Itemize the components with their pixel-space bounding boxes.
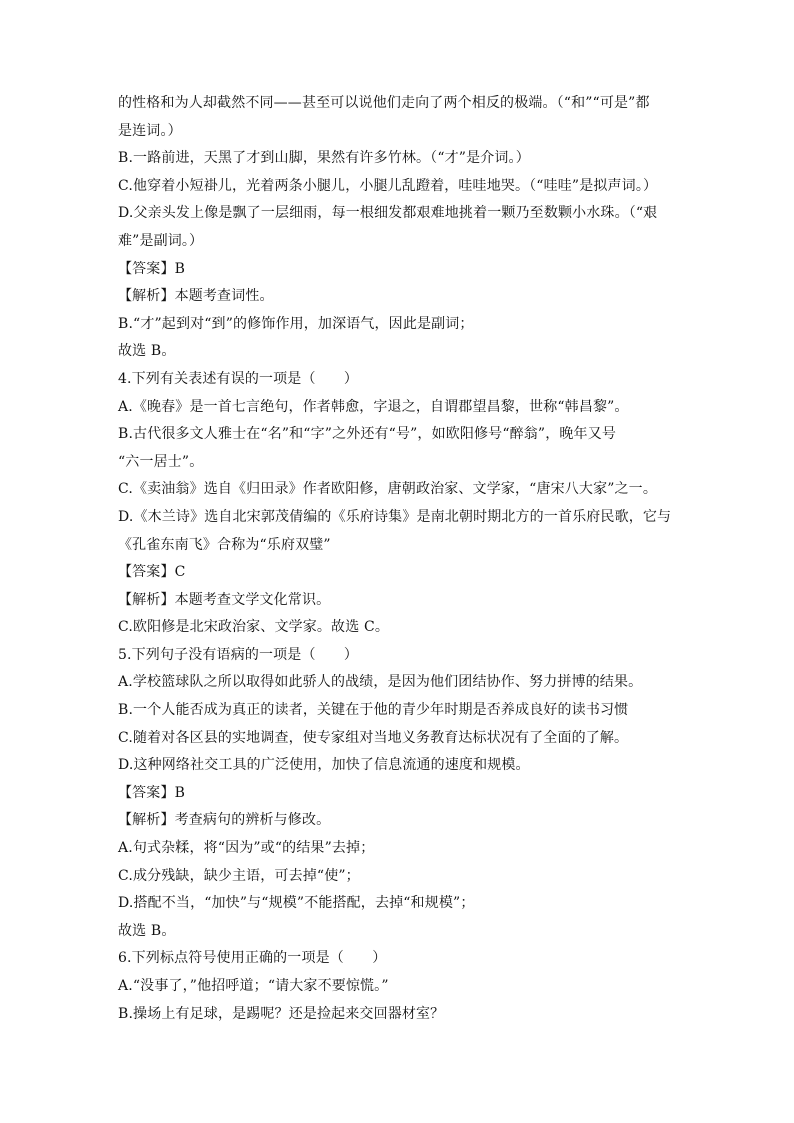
question-4-title: 4.下列有关表述有误的一项是（ ） xyxy=(118,370,359,387)
answer-label: 【答案】C xyxy=(118,564,186,581)
conclusion-text: 故选 B。 xyxy=(118,343,176,360)
analysis-text: A.句式杂糅，将“因为”或“的结果”去掉； xyxy=(118,840,375,857)
conclusion-text: 故选 B。 xyxy=(118,922,176,939)
analysis-text: B.“才”起到对“到”的修饰作用，加深语气，因此是副词； xyxy=(118,315,474,332)
option-d: D.《木兰诗》选自北宋郭茂倩编的《乐府诗集》是南北朝时期北方的一首乐府民歌，它与 xyxy=(118,508,672,525)
analysis-text: C.欧阳修是北宋政治家、文学家。故选 C。 xyxy=(118,619,389,636)
option-d: D.父亲头发上像是飘了一层细雨，每一根细发都艰难地挑着一颗乃至数颗小水珠。（“艰 xyxy=(118,205,658,222)
option-c: C.《卖油翁》选自《归田录》作者欧阳修，唐朝政治家、文学家，“唐宋八大家”之一。 xyxy=(118,481,657,498)
option-a: A.“没事了，”他招呼道；“请大家不要惊慌。” xyxy=(118,978,389,994)
document-page xyxy=(118,90,678,1028)
analysis-label: 【解析】本题考查词性。 xyxy=(118,288,274,305)
analysis-label: 【解析】本题考查文学文化常识。 xyxy=(118,591,331,608)
analysis-text: D.搭配不当，“加快”与“规模”不能搭配，去掉“和规模”； xyxy=(118,895,475,912)
question-6-title: 6.下列标点符号使用正确的一项是（ ） xyxy=(118,950,387,967)
option-b: B.一个人能否成为真正的读者，关键在于他的青少年时期是否养成良好的读书习惯 xyxy=(118,702,629,719)
answer-label: 【答案】B xyxy=(118,260,186,277)
option-b: B.一路前进，天黑了才到山脚，果然有许多竹林。（“才”是介词。） xyxy=(118,150,530,167)
text-line: 的性格和为人却截然不同——甚至可以说他们走向了两个相反的极端。（“和”“可是”都 xyxy=(118,95,650,111)
analysis-text: C.成分残缺，缺少主语，可去掉“使”； xyxy=(118,867,360,884)
option-a: A.《晚春》是一首七言绝句，作者韩愈，字退之，自谓郡望昌黎，世称“韩昌黎”。 xyxy=(118,398,629,415)
text-line: “六一居士”。 xyxy=(118,453,204,470)
option-d: D.这种网络社交工具的广泛使用，加快了信息流通的速度和规模。 xyxy=(118,757,530,774)
option-b: B.古代很多文人雅士在“名”和“字”之外还有“号”，如欧阳修号“醉翁”，晚年又号 xyxy=(118,426,616,443)
analysis-label: 【解析】考查病句的辨析与修改。 xyxy=(118,812,331,829)
option-c: C.随着对各区县的实地调查，使专家组对当地义务教育达标状况有了全面的了解。 xyxy=(118,729,629,746)
text-line: 《孔雀东南飞》合称为“乐府双璧” xyxy=(118,536,331,553)
question-5-title: 5.下列句子没有语病的一项是（ ） xyxy=(118,646,359,663)
text-line: 是连词。） xyxy=(118,122,182,139)
option-a: A.学校篮球队之所以取得如此骄人的战绩，是因为他们团结协作、努力拼博的结果。 xyxy=(118,674,643,691)
answer-label: 【答案】B xyxy=(118,784,186,801)
option-b: B.操场上有足球，是踢呢？还是捡起来交回器材室？ xyxy=(118,1005,445,1022)
text-line: 难”是副词。） xyxy=(118,232,204,249)
option-c: C.他穿着小短褂儿，光着两条小腿儿，小腿儿乱蹬着，哇哇地哭。（“哇哇”是拟声词。） xyxy=(118,177,658,194)
